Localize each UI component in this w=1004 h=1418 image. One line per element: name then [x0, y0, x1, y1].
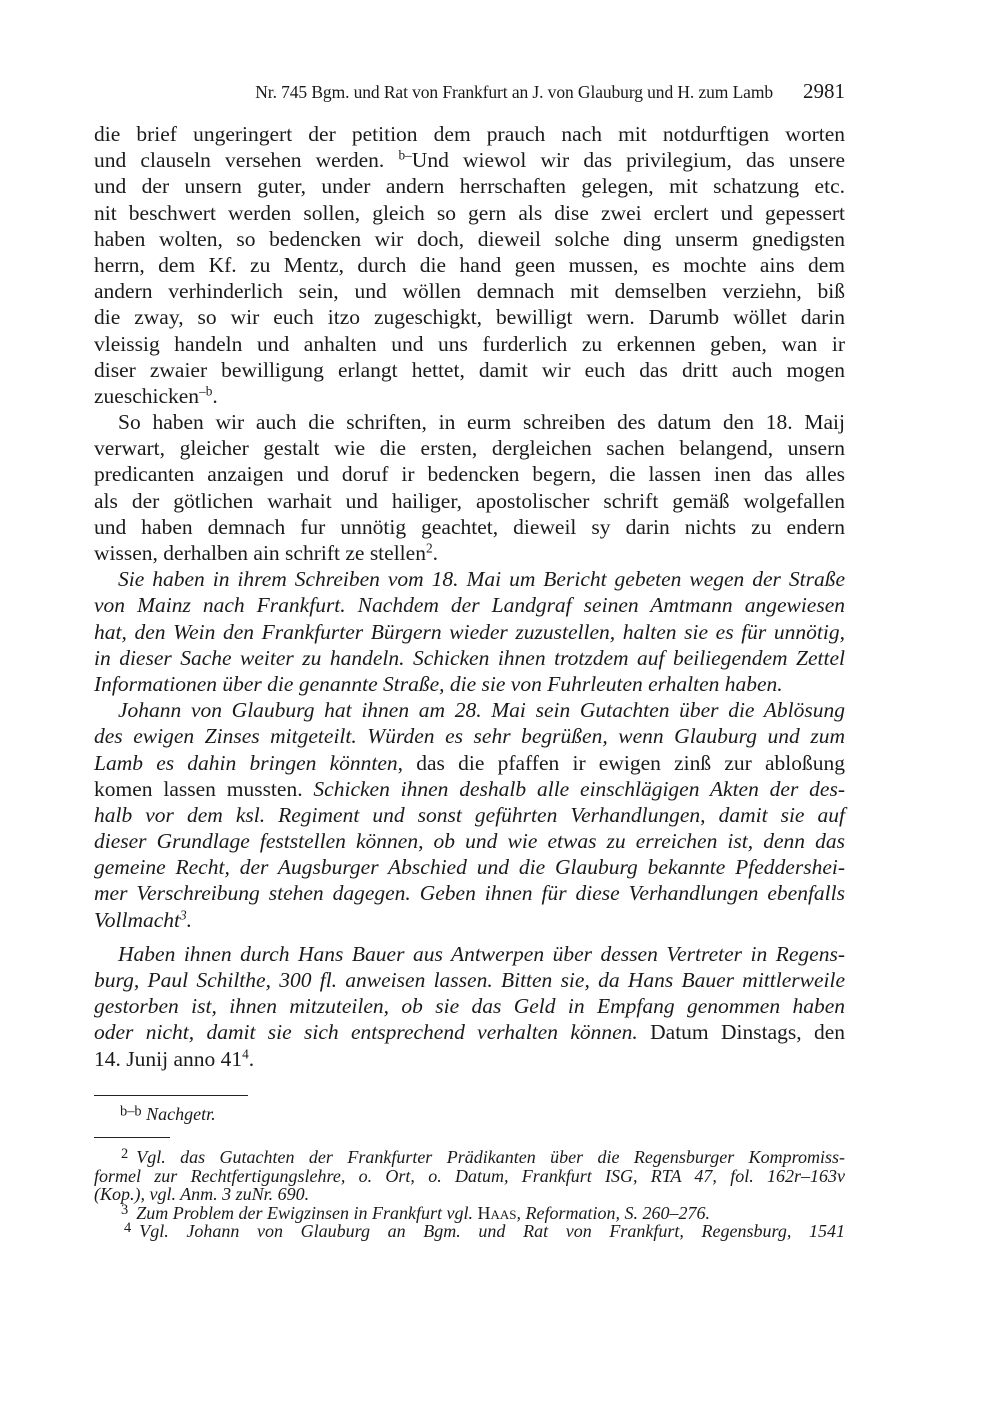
text-line: dieser Grundlage feststellen können, ob und wie etwas zu erreichen ist, denn das: [94, 829, 845, 854]
text-segment: Vgl. das Gutachten der Frankfurter Prädikanten über die Regensburger Kompromiss-: [136, 1147, 845, 1167]
textual-note-mark-close: –b: [199, 383, 213, 399]
text-line: andern verhinderlich sein, und wöllen demnach mit demselben verziehn, biß: [94, 279, 845, 304]
text-line: Johann von Glauburg hat ihnen am 28. Mai sein Gutachten über die Ablösung: [118, 698, 845, 723]
text-line: hat, den Wein den Frankfurter Bürgern wieder zuzustellen, halten sie es für unnötig,: [94, 619, 845, 644]
text-segment: Zum Problem der Ewigzinsen in Frankfurt vgl.: [136, 1202, 478, 1223]
text-line: gestorben ist, ihnen mitzuteilen, ob sie das Geld in Empfang genommen haben: [94, 994, 845, 1019]
author-name: Haas: [477, 1202, 517, 1223]
footnote-ref[interactable]: 2: [425, 540, 433, 556]
running-head-title: Nr. 745 Bgm. und Rat von Frankfurt an J. von Glauburg und H. zum Lamb: [255, 82, 773, 102]
footnote-line: [94, 1222, 845, 1241]
footnote-number: 4: [124, 1220, 132, 1237]
text-line: Sie haben in ihrem Schreiben vom 18. Mai um Bericht gebeten wegen der Straße: [118, 567, 845, 592]
footnote-line: [94, 1201, 845, 1223]
footnote-number: 2: [121, 1145, 129, 1162]
footnote-line: [94, 1145, 845, 1167]
text-segment: 14. Junij anno 41: [94, 1046, 243, 1071]
paragraph-4: [94, 697, 845, 933]
text-segment: Schicken ihnen deshalb alle einschlägigen Akten der des-: [313, 776, 845, 801]
text-line: in dieser Sache weiter zu handeln. Schicken ihnen trotzdem auf beiliegendem Zettel: [94, 645, 845, 670]
text-segment: , das die pfaffen ir ewigen zinß zur ablоßung: [397, 750, 846, 775]
footnote-ref[interactable]: 4: [242, 1046, 249, 1062]
footnote-ref[interactable]: 3: [180, 907, 187, 923]
text-line: und der unsern guter, under andern herrschaften gelegen, mit schatzung etc.: [94, 174, 845, 199]
text-line: verwart, gleicher gestalt wie die ersten, dergleichen sachen belangend, unsern: [94, 436, 845, 461]
footnote-4: [94, 1222, 845, 1241]
text-segment: wissen, derhalben ain schrift ze stellen: [94, 541, 426, 565]
footnote-2: [94, 1145, 845, 1205]
text-line: nit beschwert werden sollen, gleich so gern als dise zwei erclert und gepessert: [94, 200, 845, 225]
footnote-rule: [94, 1137, 170, 1138]
text-segment: oder nicht, damit sie sich entsprechend verhalten können.: [94, 1020, 638, 1045]
footnote-number: 3: [121, 1201, 129, 1218]
paragraph-gap: [94, 933, 845, 941]
text-segment: Lamb es dahin bringen könnten: [94, 750, 398, 775]
text-segment: Vollmacht: [94, 907, 180, 932]
paragraph-1: [94, 121, 845, 409]
text-line: [94, 1019, 845, 1045]
text-line: und haben demnach fur unnötig geachtet, dieweil sy darin nichts zu endern: [94, 514, 845, 539]
text-line: die brief ungeringert der petition dem prauch nach mit notdurftigen worten: [94, 122, 845, 146]
text-line: So haben wir auch die schriften, in eurm schreiben des datum den 18. Maij: [118, 410, 845, 435]
paragraph-2: [94, 409, 845, 566]
textual-note: [120, 1102, 216, 1126]
text-line: Haben ihnen durch Hans Bauer aus Antwerpen über dessen Vertreter in Regens-: [118, 941, 845, 966]
text-line: [94, 383, 845, 409]
footnote-line: formel zur Rechtfertigungslehre, o. Ort, o. Datum, Frankfurt ISG, RTA 47, fol. 162r–163v: [94, 1165, 845, 1186]
text-segment: zueschicken: [94, 383, 200, 408]
text-line: Informationen über die genannte Straße, die sie von Fuhrleuten erhalten haben.: [94, 671, 783, 696]
main-text: [94, 121, 845, 1072]
page-number: 2981: [803, 79, 845, 103]
text-line: vleissig handeln und anhalten und uns furderlich zu erkennen geben, wan ir: [94, 331, 845, 356]
paragraph-5: [94, 941, 845, 1072]
footnote-line: (Kop.), vgl. Anm. 3 zuNr. 690.: [94, 1184, 310, 1205]
text-line: als der götlichen warhait und hailiger, apostolischer schrift gemäß wolgefallen: [94, 488, 845, 513]
text-line: [94, 750, 845, 776]
text-segment: .: [186, 907, 193, 932]
paragraph-3: [94, 566, 845, 697]
text-line: [94, 1046, 845, 1072]
textual-note-text: Nachgetr.: [146, 1104, 216, 1124]
text-line: halb vor dem ksl. Regiment und sonst geführten Verhandlungen, damit sie auf: [94, 802, 845, 827]
apparatus-rule: [94, 1095, 248, 1096]
text-line: haben wolten, so bedencken wir doch, dieweil solche ding unserm gnedigsten: [94, 226, 845, 251]
text-segment: Datum Dinstags, den: [637, 1020, 846, 1045]
footnote-3: [94, 1201, 845, 1223]
text-line: gemeine Recht, der Augsburger Abschied und die Glauburg bekannte Pfeddershei-: [94, 855, 845, 880]
text-line: [94, 907, 845, 933]
text-segment: komen lassen mussten.: [94, 776, 314, 801]
text-line: die zway, so wir euch itzo zugeschigkt, bewilligt wern. Darumb wöllet darin: [94, 305, 845, 330]
textual-note-mark-open: b–: [398, 147, 412, 163]
text-line: [94, 147, 845, 173]
text-segment: Und wiewol wir das privilegium, das unsere: [411, 148, 845, 173]
text-segment: .: [248, 1046, 255, 1071]
textual-note-mark: b–b: [120, 1103, 142, 1120]
text-line: [94, 540, 845, 566]
text-segment: , Reformation, S. 260–276.: [516, 1202, 711, 1223]
text-line: von Mainz nach Frankfurt. Nachdem der Landgraf seinen Amtmann angewiesen: [94, 593, 845, 618]
running-head: [94, 80, 845, 104]
text-line: herrn, dem Kf. zu Mentz, durch die hand geen mussen, es mochte ains dem: [94, 252, 845, 277]
text-segment: .: [432, 541, 438, 565]
text-line: des ewigen Zinses mitgeteilt. Würden es sehr begrüßen, wenn Glauburg und zum: [94, 724, 845, 749]
text-line: diser zwaier bewilligung erlangt hettet, damit wir euch das dritt auch mogen: [94, 357, 845, 382]
text-line: burg, Paul Schilthe, 300 fl. anweisen lassen. Bitten sie, da Hans Bauer mittlerweile: [94, 968, 845, 992]
footnotes: [94, 1145, 845, 1242]
text-line: [94, 776, 845, 802]
text-segment: Vgl. Johann von Glauburg an Bgm. und Rat von Frankfurt, Regensburg, 1541: [139, 1221, 845, 1242]
text-line: mer Verschreibung stehen dagegen. Geben ihnen für diese Verhandlungen ebenfalls: [94, 881, 845, 906]
text-line: predicanten anzaigen und doruf ir bedencken begern, die lassen inen das alles: [94, 462, 845, 487]
text-segment: .: [212, 383, 218, 408]
text-segment: und clauseln versehen werden.: [94, 148, 399, 173]
